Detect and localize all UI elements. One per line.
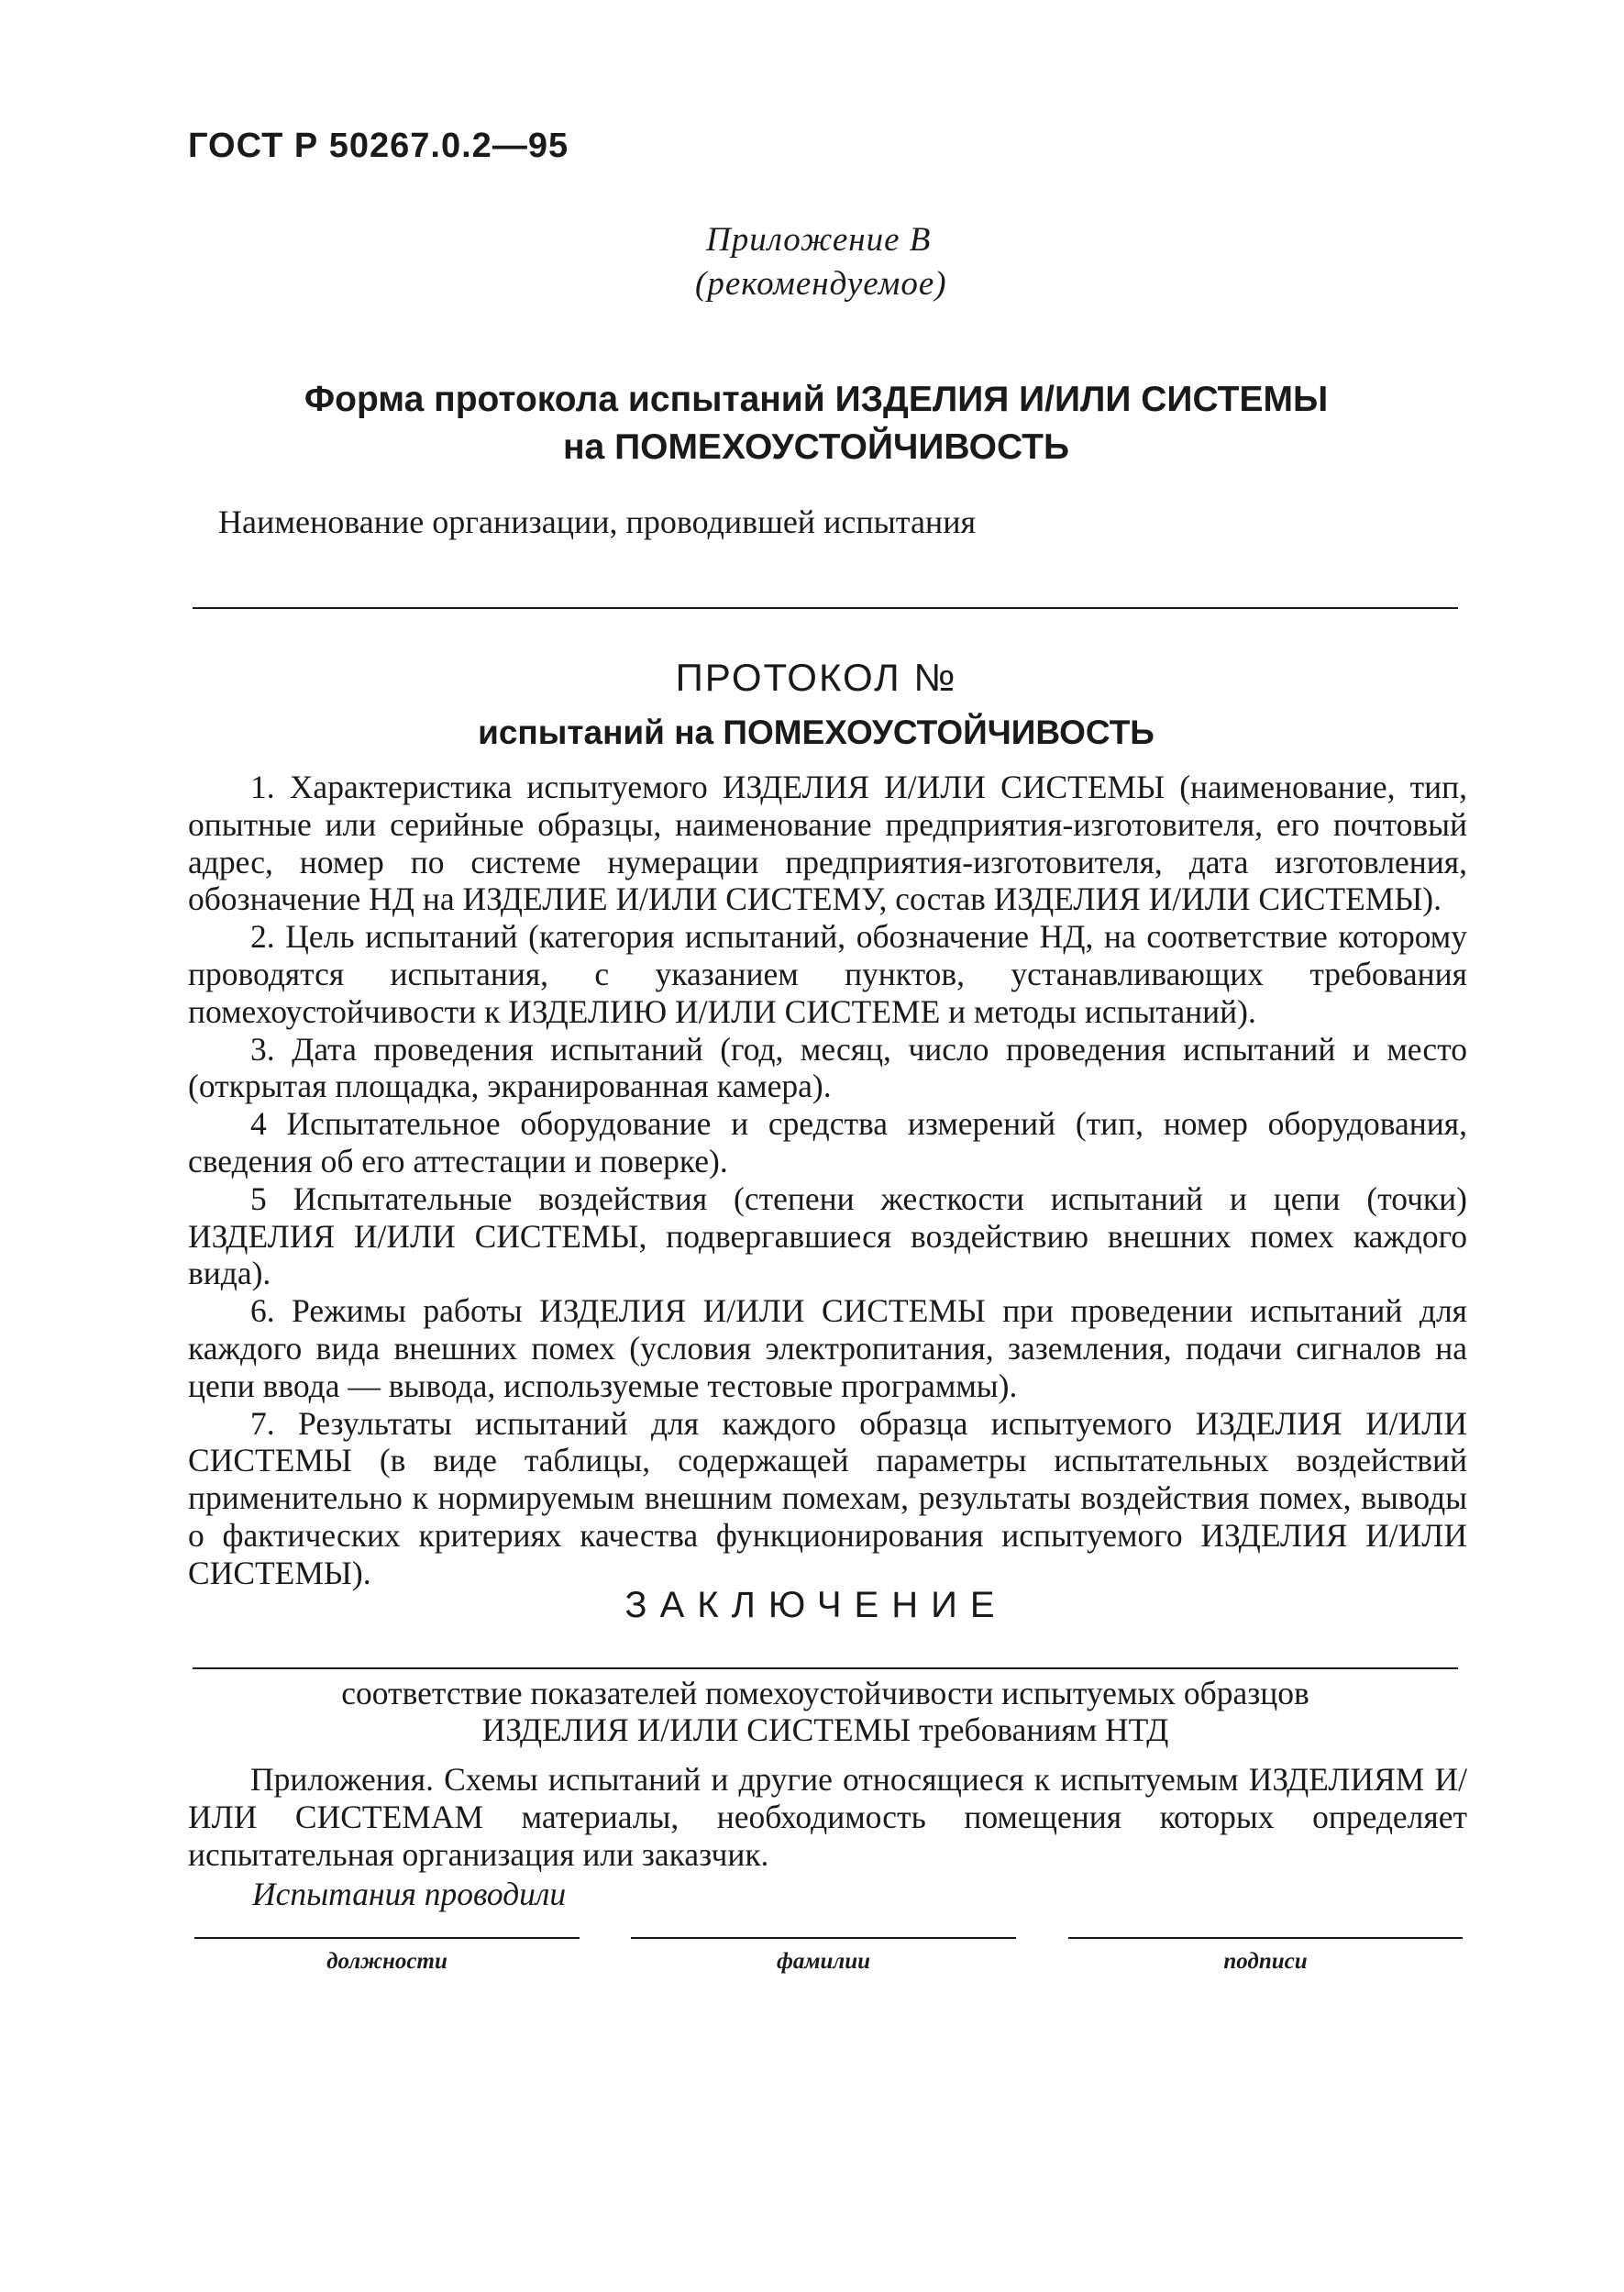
form-title-line1: Форма протокола испытаний ИЗДЕЛИЯ И/ИЛИ СИСТЕМЫ: [304, 380, 1329, 419]
appendix-title: Приложение В: [706, 221, 932, 259]
position-fill-line: [194, 1937, 580, 1939]
protocol-items: [188, 769, 1467, 1592]
attachments-text: Приложения. Схемы испытаний и другие относящиеся к испытуемым ИЗДЕЛИЯМ И/ИЛИ СИСТЕМАМ материалы, необходимость помещения которых определяет испытательная организация или заказчик.: [188, 1761, 1467, 1873]
organization-fill-line: [193, 607, 1458, 609]
protocol-item: 1. Характеристика испытуемого ИЗДЕЛИЯ И/ИЛИ СИСТЕМЫ (наименование, тип, опытные или серийные образцы, наименование предприятия-изготовителя, его почтовый адрес, номер по системе нумерации предприятия-изготовителя, дата изготовления, обозначение НД на ИЗДЕЛИЕ И/ИЛИ СИСТЕМУ, состав ИЗДЕЛИЯ И/ИЛИ СИСТЕМЫ).: [188, 769, 1467, 918]
position-caption: должности: [326, 1949, 447, 1974]
surname-caption: фамилии: [776, 1949, 871, 1974]
conclusion-caption: [193, 1675, 1458, 1748]
form-title-line2: на ПОМЕХОУСТОЙЧИВОСТЬ: [563, 427, 1069, 467]
conclusion-heading: ЗАКЛЮЧЕНИЕ: [624, 1585, 1008, 1625]
signature-fill-line: [1068, 1937, 1463, 1939]
conclusion-caption-line2: ИЗДЕЛИЯ И/ИЛИ СИСТЕМЫ требованиям НТД: [481, 1711, 1169, 1748]
conclusion-fill-line: [193, 1667, 1458, 1669]
signature-caption: подписи: [1223, 1949, 1308, 1974]
protocol-item: 5 Испытательные воздействия (степени жесткости испытаний и цепи (точки) ИЗДЕЛИЯ И/ИЛИ СИСТЕМЫ, подвергавшиеся воздействию внешних помех каждого вида).: [188, 1179, 1467, 1292]
protocol-item: 3. Дата проведения испытаний (год, месяц, число проведения испытаний и место (открытая площадка, экранированная камера).: [188, 1030, 1467, 1105]
tested-by-label: Испытания проводили: [252, 1876, 567, 1912]
organization-label: Наименование организации, проводившей испытания: [218, 504, 977, 540]
appendix-note: (рекомендуемое): [695, 265, 947, 303]
protocol-heading: ПРОТОКОЛ №: [675, 656, 957, 699]
conclusion-caption-line1: соответствие показателей помехоустойчивости испытуемых образцов: [341, 1675, 1309, 1711]
protocol-item: 6. Режимы работы ИЗДЕЛИЯ И/ИЛИ СИСТЕМЫ при проведении испытаний для каждого вида внешних помех (условия электропитания, заземления, подачи сигналов на цепи ввода — вывода, используемые тестовые программы).: [188, 1292, 1467, 1404]
attachments-note: [188, 1761, 1467, 1873]
protocol-subheading: испытаний на ПОМЕХОУСТОЙЧИВОСТЬ: [478, 714, 1154, 751]
form-title: [193, 376, 1440, 471]
protocol-item: 7. Результаты испытаний для каждого образца испытуемого ИЗДЕЛИЯ И/ИЛИ СИСТЕМЫ (в виде таблицы, содержащей параметры испытательных воздействий применительно к нормируемым внешним помехам, результаты воздействия помех, выводы о фактических критериях качества функционирования испытуемого ИЗДЕЛИЯ И/ИЛИ СИСТЕМЫ).: [188, 1404, 1467, 1591]
document-code: ГОСТ Р 50267.0.2—95: [188, 127, 569, 165]
surname-fill-line: [631, 1937, 1016, 1939]
protocol-item: 4 Испытательное оборудование и средства измерений (тип, номер оборудования, сведения об его аттестации и поверке).: [188, 1105, 1467, 1179]
appendix-label: [695, 218, 947, 306]
protocol-item: 2. Цель испытаний (категория испытаний, обозначение НД, на соответствие которому проводятся испытания, с указанием пунктов, устанавливающих требования помехоустойчивости к ИЗДЕЛИЮ И/ИЛИ СИСТЕМЕ и методы испытаний).: [188, 918, 1467, 1030]
